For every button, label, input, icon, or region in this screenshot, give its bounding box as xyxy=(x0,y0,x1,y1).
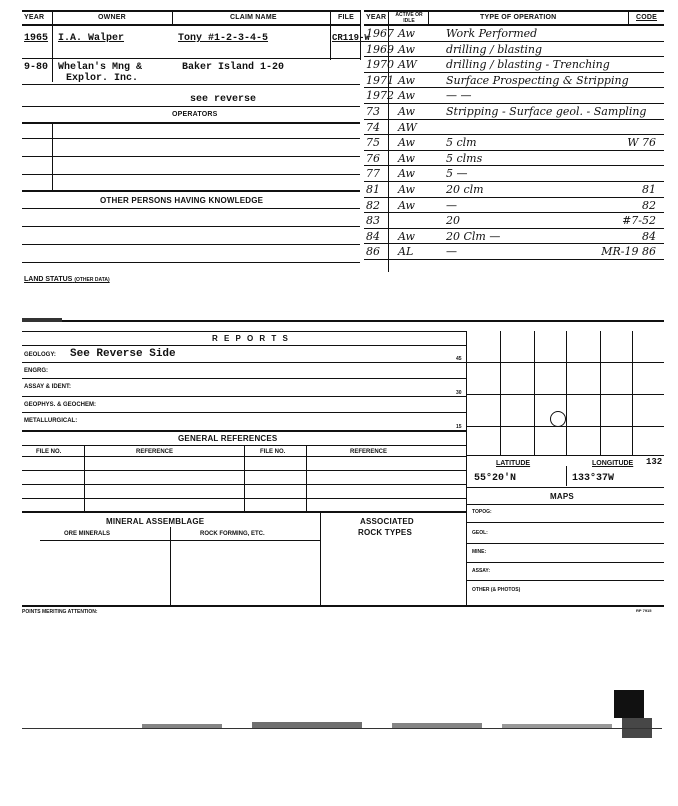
reports-rule xyxy=(22,430,466,432)
activity-type: drilling / blasting - Trenching xyxy=(446,58,610,72)
activity-row xyxy=(364,57,664,73)
scan-dark-block xyxy=(614,690,644,718)
activity-type: 20 clm xyxy=(446,183,484,196)
row-rule xyxy=(22,58,360,59)
map-rule xyxy=(466,543,664,544)
activity-row xyxy=(364,26,664,42)
maps-label: MAPS xyxy=(550,492,574,501)
activity-year-header: YEAR xyxy=(366,14,387,21)
row-rule xyxy=(22,262,360,263)
activity-status: Aw xyxy=(398,151,415,165)
operators-rule xyxy=(22,122,360,124)
activity-type: — xyxy=(446,245,457,259)
col-sep xyxy=(52,10,53,60)
ref-header-ref1: REFERENCE xyxy=(136,449,174,455)
header-year: YEAR xyxy=(24,14,45,21)
activity-row-rule xyxy=(364,259,664,260)
activity-extra: 82 xyxy=(642,198,656,212)
ref-col-sep xyxy=(306,445,307,511)
rock-forming-label: ROCK FORMING, ETC. xyxy=(200,531,265,537)
col-sep xyxy=(172,10,173,24)
row2-claim: Baker Island 1-20 xyxy=(182,62,285,73)
scale-45: 45 xyxy=(456,356,462,362)
activity-year: 83 xyxy=(366,214,380,228)
scale-15: 15 xyxy=(456,424,462,430)
activity-col-sep xyxy=(628,10,629,24)
activity-type: 5 clm xyxy=(446,136,477,150)
engrg-label: ENGRG: xyxy=(24,368,48,374)
activity-year: 77 xyxy=(366,167,380,181)
map-topog: TOPOG: xyxy=(472,509,492,515)
rock-types-label: ROCK TYPES xyxy=(358,528,413,537)
grid-col xyxy=(566,331,567,455)
activity-type: 5 — xyxy=(446,167,468,181)
land-status-sub: (OTHER DATA) xyxy=(74,277,110,283)
row-rule xyxy=(22,156,360,157)
row-rule xyxy=(22,226,360,227)
activity-active-header: ACTIVE OR IDLE xyxy=(395,12,423,24)
assay-label: ASSAY & IDENT: xyxy=(24,384,72,390)
row-rule xyxy=(22,138,360,139)
grid-col xyxy=(534,331,535,455)
activity-status: Aw xyxy=(398,89,415,103)
map-rule xyxy=(466,580,664,581)
grid-col xyxy=(600,331,601,455)
scale-30: 30 xyxy=(456,390,462,396)
activity-type: drilling / blasting xyxy=(446,42,543,56)
top-rule xyxy=(22,10,360,12)
activity-year: 81 xyxy=(366,183,380,196)
activity-extra: 84 xyxy=(642,229,656,243)
map-other: OTHER (& PHOTOS) xyxy=(472,587,521,593)
reports-rule xyxy=(22,362,466,363)
ref-col-sep xyxy=(244,445,245,511)
col-sep xyxy=(52,122,53,190)
activity-status: Aw xyxy=(398,73,415,87)
reports-title: R E P O R T S xyxy=(212,334,290,343)
activity-row xyxy=(364,244,664,260)
activity-year: 86 xyxy=(366,245,380,259)
activity-row xyxy=(364,182,664,198)
activity-corner-header: CODE xyxy=(636,14,658,21)
longitude-value: 133°37W xyxy=(572,473,615,484)
header-owner: OWNER xyxy=(98,14,126,21)
latitude-label: LATITUDE xyxy=(496,460,531,467)
grid-col xyxy=(500,331,501,455)
map-geol: GEOL: xyxy=(472,530,488,536)
activity-year: 75 xyxy=(366,136,380,150)
ref-col-sep xyxy=(84,445,85,511)
form-number: RP 7915 xyxy=(636,608,652,613)
ref-header-file1: FILE NO. xyxy=(36,449,62,455)
header-rule xyxy=(22,24,360,26)
activity-row xyxy=(364,42,664,58)
activity-row xyxy=(364,151,664,167)
geology-value: See Reverse Side xyxy=(70,348,176,360)
activity-col-sep xyxy=(428,10,429,24)
row-rule xyxy=(22,84,360,85)
map-mine: MINE: xyxy=(472,549,487,555)
activity-status: Aw xyxy=(398,42,415,56)
row-rule xyxy=(22,174,360,175)
activity-year: 1971 xyxy=(366,73,394,87)
ref-header-file2: FILE NO. xyxy=(260,449,286,455)
grid-border xyxy=(466,331,467,605)
points-label: POINTS MERITING ATTENTION: xyxy=(22,609,98,615)
mineral-rule xyxy=(40,540,320,541)
activity-year: 74 xyxy=(366,120,380,134)
reports-rule xyxy=(22,345,466,346)
longitude-corner: 132 xyxy=(646,457,663,467)
scan-smudge xyxy=(22,318,62,322)
reports-top-rule xyxy=(22,331,466,332)
other-persons-label: OTHER PERSONS HAVING KNOWLEDGE xyxy=(100,196,264,205)
row-rule xyxy=(22,190,360,192)
activity-row xyxy=(364,229,664,245)
activity-row xyxy=(364,88,664,104)
metallurgical-label: METALLURGICAL: xyxy=(24,418,78,424)
grid-row xyxy=(466,426,664,427)
section-divider xyxy=(22,320,664,322)
map-rule xyxy=(466,562,664,563)
activity-row xyxy=(364,135,664,151)
latitude-value: 55°20'N xyxy=(474,473,517,484)
ore-minerals-label: ORE MINERALS xyxy=(64,531,111,537)
activity-status: AL xyxy=(398,245,414,259)
reports-rule xyxy=(22,378,466,379)
activity-type: 20 Clm — xyxy=(446,229,501,243)
activity-extra: W 76 xyxy=(627,136,656,150)
row1-year: 1965 xyxy=(24,33,49,44)
row1-file: CR119-W xyxy=(332,33,370,43)
activity-year: 84 xyxy=(366,229,380,243)
activity-year: 82 xyxy=(366,198,380,212)
activity-type: — — xyxy=(446,89,472,103)
activity-extra: MR-19 86 xyxy=(601,245,656,259)
activity-extra: #7-52 xyxy=(622,214,656,228)
mineral-title: MINERAL ASSEMBLAGE xyxy=(106,517,205,526)
activity-row xyxy=(364,198,664,214)
associated-label: ASSOCIATED xyxy=(360,517,414,526)
grid-row xyxy=(466,394,664,395)
scan-artifact-band xyxy=(22,718,664,744)
activity-status: AW xyxy=(398,120,417,134)
activity-row xyxy=(364,73,664,89)
see-reverse: see reverse xyxy=(190,94,257,105)
mineral-col-sep xyxy=(320,511,321,605)
row-rule xyxy=(22,244,360,245)
activity-status: Aw xyxy=(398,167,415,181)
col-sep xyxy=(52,58,53,82)
activity-status: Aw xyxy=(398,27,415,40)
map-rule xyxy=(466,522,664,523)
map-assay: ASSAY: xyxy=(472,568,491,574)
row-rule xyxy=(22,106,360,107)
reports-rule xyxy=(22,412,466,413)
activity-type-header: TYPE OF OPERATION xyxy=(480,14,557,21)
activity-type: Work Performed xyxy=(446,27,538,40)
grid-col xyxy=(632,331,633,455)
activity-status: Aw xyxy=(398,198,415,212)
col-sep xyxy=(330,10,331,60)
location-circle-marker xyxy=(550,411,566,427)
ref-rule xyxy=(22,511,466,513)
row2-year: 9-80 xyxy=(24,62,49,73)
operators-label: OPERATORS xyxy=(172,111,218,118)
activity-year: 1969 xyxy=(366,42,394,56)
activity-year: 1970 xyxy=(366,58,394,72)
geology-label: GEOLOGY: xyxy=(24,352,56,358)
activity-type: Stripping - Surface geol. - Sampling xyxy=(446,105,647,118)
activity-row xyxy=(364,166,664,182)
land-status-label xyxy=(24,276,110,283)
row-rule xyxy=(22,208,360,209)
activity-year: 1967 xyxy=(366,27,394,40)
grid-row xyxy=(466,455,664,456)
activity-status: Aw xyxy=(398,105,415,118)
activity-status: Aw xyxy=(398,229,415,243)
activity-type: 5 clms xyxy=(446,151,483,165)
activity-type: 20 xyxy=(446,214,460,228)
row1-owner: I.A. Walper xyxy=(58,33,125,44)
longitude-label: LONGITUDE xyxy=(592,460,634,467)
bottom-rule xyxy=(22,605,664,607)
row2-owner: Whelan's Mng & xyxy=(58,62,143,73)
header-file: FILE xyxy=(338,14,354,21)
activity-row xyxy=(364,120,664,136)
activity-extra: 81 xyxy=(642,183,656,196)
geophys-label: GEOPHYS. & GEOCHEM: xyxy=(24,402,97,408)
mineral-col-sep xyxy=(170,527,171,605)
land-status-text: LAND STATUS xyxy=(24,276,73,283)
activity-status: AW xyxy=(398,58,417,72)
ref-header-ref2: REFERENCE xyxy=(350,449,388,455)
activity-status: Aw xyxy=(398,136,415,150)
grid-row xyxy=(466,504,664,505)
activity-year: 1972 xyxy=(366,89,394,103)
row2-owner-cont: Explor. Inc. xyxy=(66,73,139,84)
reports-rule xyxy=(22,396,466,397)
activity-year: 76 xyxy=(366,151,380,165)
activity-status: Aw xyxy=(398,183,415,196)
activity-type: Surface Prospecting & Stripping xyxy=(446,73,629,87)
row1-claim: Tony #1-2-3-4-5 xyxy=(178,33,269,44)
activity-row xyxy=(364,213,664,229)
header-claim-name: CLAIM NAME xyxy=(230,14,277,21)
grid-row xyxy=(466,487,664,488)
activity-row xyxy=(364,104,664,120)
grid-row xyxy=(466,362,664,363)
latlon-sep xyxy=(566,466,567,486)
activity-year: 73 xyxy=(366,105,380,118)
activity-type: — xyxy=(446,198,457,212)
general-references: GENERAL REFERENCES xyxy=(178,434,278,443)
